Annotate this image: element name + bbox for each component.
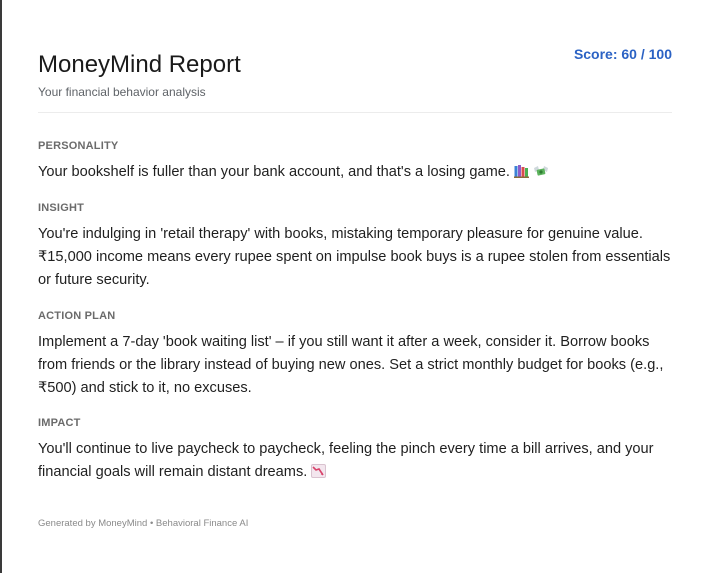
report-subtitle: Your financial behavior analysis (38, 85, 206, 99)
report-footer: Generated by MoneyMind • Behavioral Finance AI (38, 518, 249, 529)
section-label: ACTION PLAN (38, 310, 116, 322)
section-label: PERSONALITY (38, 140, 119, 152)
report-title: MoneyMind Report (38, 51, 241, 78)
window-left-edge (0, 0, 2, 573)
section-action-plan (38, 309, 672, 400)
money-with-wings-emoji-icon (533, 163, 549, 186)
impact-text: You'll continue to live paycheck to paycheck, feeling the pinch every time a bill arrives, and your financial goals will remain distant dreams. (38, 441, 654, 480)
section-personality (38, 139, 672, 186)
insight-text: You're indulging in 'retail therapy' with books, mistaking temporary pleasure for genuine value. ₹15,000 income means every rupee spent on impulse book buys is a rupee stolen from essentials or future security. (38, 226, 671, 288)
personality-text: Your bookshelf is fuller than your bank account, and that's a losing game. (38, 164, 510, 180)
header-divider (38, 112, 672, 113)
action-plan-text: Implement a 7-day 'book waiting list' – if you still want it after a week, consider it. Borrow books from friends or the library instead of buying new ones. Set a strict monthly budget for books (e.g., ₹500) and stick to it, no excuses. (38, 334, 664, 396)
chart-decreasing-emoji-icon (311, 463, 326, 486)
section-text (38, 161, 672, 186)
section-label: INSIGHT (38, 202, 85, 214)
section-impact (38, 416, 672, 486)
section-text (38, 438, 672, 486)
books-emoji-icon (514, 163, 529, 186)
section-label: IMPACT (38, 417, 81, 429)
score-readout: Score: 60 / 100 (573, 46, 672, 62)
section-insight (38, 201, 672, 292)
